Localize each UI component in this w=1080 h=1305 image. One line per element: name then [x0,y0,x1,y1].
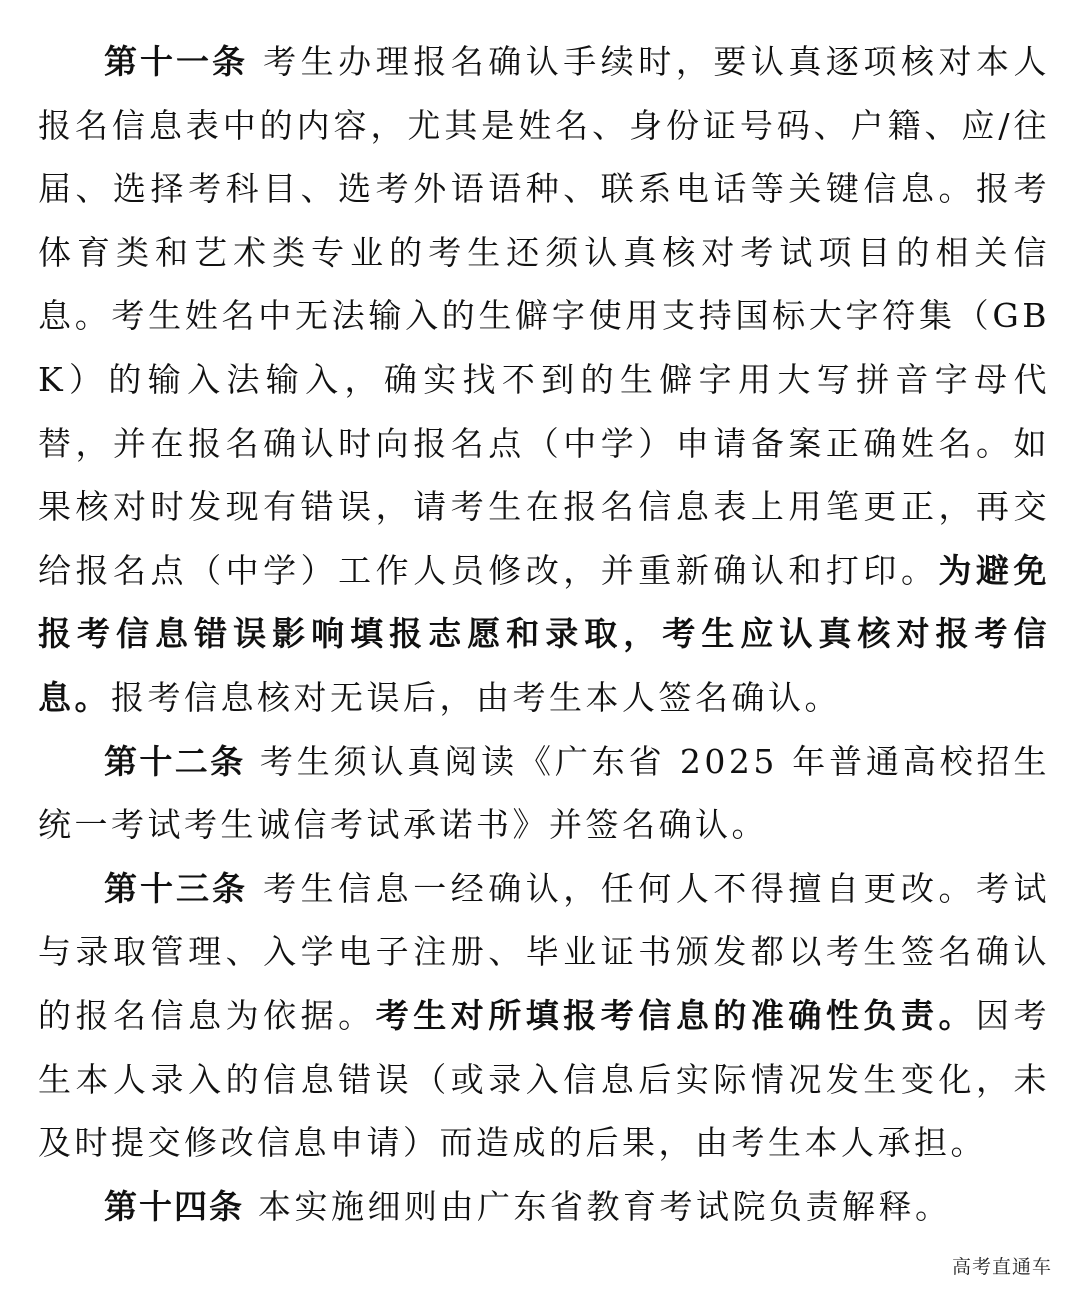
article-text: 考生信息一经确认，任何人不得擅自更改。考试与录取管理、入学电子注册、毕业证书颁发都以考生签名确认的报名信息为依据。 [38,868,1051,1035]
article-text: 本实施细则由广东省教育考试院负责解释。 [258,1186,952,1226]
article-11 [38,30,1050,730]
article-emphasis: 为避免报考信息错误影响填报志愿和录取，考生应认真核对报考信息。 [38,550,1051,717]
article-number: 第十四条 [104,1186,244,1226]
article-13 [38,857,1050,1175]
article-text: 因考生本人录入的信息错误（或录入信息后实际情况发生变化，未及时提交修改信息申请）而造成的后果，由考生本人承担。 [38,995,1051,1163]
article-number: 第十三条 [104,868,249,908]
article-emphasis: 考生对所填报考信息的准确性负责。 [375,995,976,1035]
article-text: 考生须认真阅读《广东省 2025 年普通高校招生统一考试考生诚信考试承诺书》并签名确认。 [38,741,1051,845]
article-number: 第十一条 [104,42,249,81]
article-number: 第十二条 [104,741,246,781]
watermark-label: 高考直通车 [951,1256,1052,1278]
document-body [38,30,1050,1238]
article-14 [38,1175,1050,1239]
article-text: 考生办理报名确认手续时，要认真逐项核对本人报名信息表中的内容，尤其是姓名、身份证号码、户籍、应/往届、选择考科目、选考外语语种、联系电话等关键信息。报考体育类和艺术类专业的考生还须认真核对考试项目的相关信息。考生姓名中无法输入的生僻字使用支持国标大字符集（GBK）的输入法输入，确实找不到的生僻字用大写拼音字母代替，并在报名确认时向报名点（中学）申请备案正确姓名。如果核对时发现有错误，请考生在报名信息表上用笔更正，再交给报名点（中学）工作人员修改，并重新确认和打印。 [38,42,1051,590]
article-text: 报考信息核对无误后，由考生本人签名确认。 [111,677,841,717]
article-12 [38,730,1050,857]
